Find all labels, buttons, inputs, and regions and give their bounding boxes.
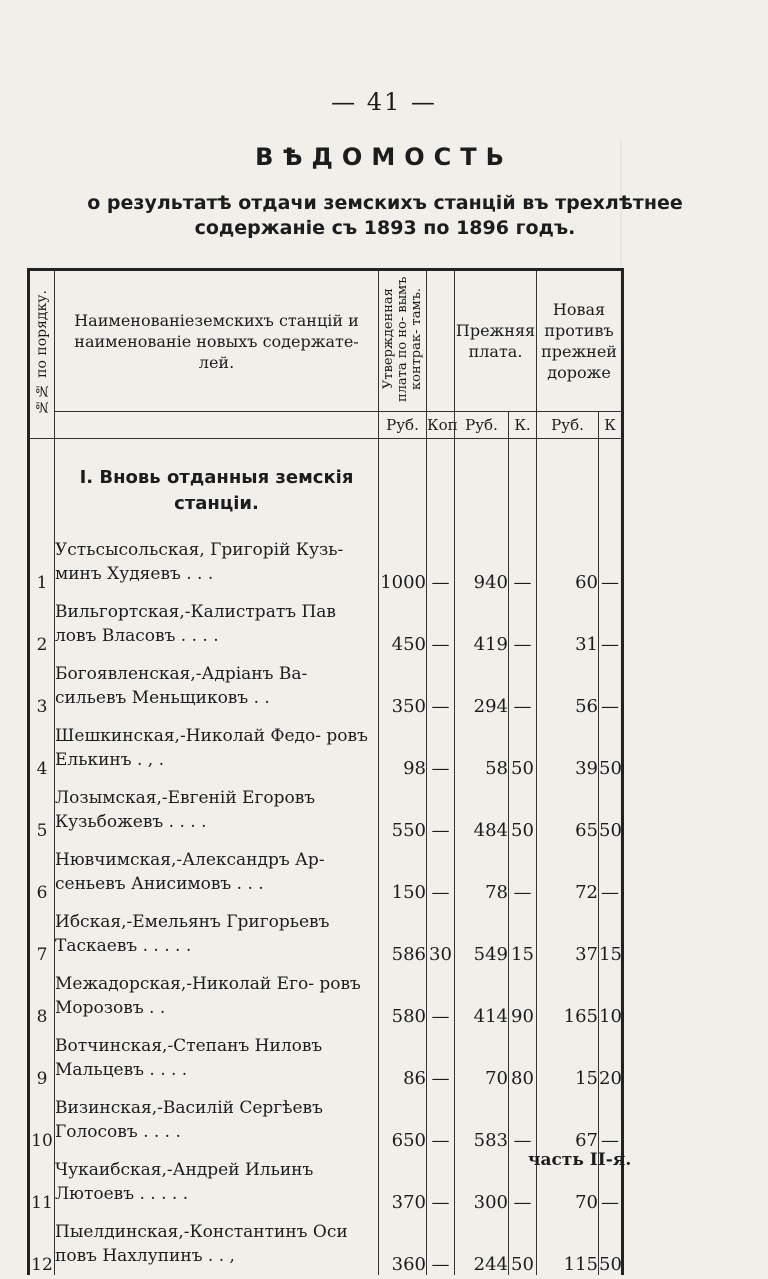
station-and-keeper: Вотчинская,-Степанъ Ниловъ Мальцевъ . . . . <box>55 1027 379 1089</box>
header-name <box>55 270 379 412</box>
approved-kopecks: — <box>427 1213 455 1275</box>
approved-rubles: 586 <box>379 903 427 965</box>
previous-rubles: 78 <box>455 841 509 903</box>
approved-kopecks: — <box>427 593 455 655</box>
row-number: 8 <box>29 965 55 1027</box>
approved-rubles: 1000 <box>379 531 427 593</box>
table-row <box>29 1213 623 1275</box>
row-number: 1 <box>29 531 55 593</box>
approved-rubles: 98 <box>379 717 427 779</box>
increase-rubles: 31 <box>537 593 599 655</box>
header-new <box>537 270 623 412</box>
increase-rubles: 67 <box>537 1089 599 1151</box>
previous-kopecks: — <box>509 1089 537 1151</box>
previous-rubles: 300 <box>455 1151 509 1213</box>
units-name-blank <box>55 412 379 439</box>
increase-kopecks: — <box>601 882 620 903</box>
previous-rubles: 58 <box>455 717 509 779</box>
increase-rubles: 72 <box>537 841 599 903</box>
table-row <box>29 593 623 655</box>
document-title: ВѢДОМОСТЬ <box>255 143 513 171</box>
row-number: 2 <box>29 593 55 655</box>
approved-rubles: 150 <box>379 841 427 903</box>
previous-rubles: 583 <box>455 1089 509 1151</box>
station-and-keeper: Вильгортская,-Калистратъ Пав ловъ Власовъ . . . . <box>55 593 379 655</box>
approved-kopecks: 30 <box>427 903 455 965</box>
increase-rubles: 39 <box>537 717 599 779</box>
section-row <box>29 439 623 532</box>
previous-kopecks: — <box>509 593 537 655</box>
section-title: I. Вновь отданныя земскія станціи. <box>55 439 379 532</box>
approved-kopecks: — <box>427 717 455 779</box>
station-and-keeper: Межадорская,-Николай Его- ровъ Морозовъ . . <box>55 965 379 1027</box>
row-number: 12 <box>29 1213 55 1275</box>
increase-rubles: 15 <box>537 1027 599 1089</box>
page-number: — 41 — <box>331 88 437 116</box>
previous-kopecks: 50 <box>509 1213 537 1275</box>
previous-rubles: 414 <box>455 965 509 1027</box>
increase-kopecks: 20 <box>599 1068 622 1089</box>
unit-new-kop: К <box>599 412 623 439</box>
row-number: 6 <box>29 841 55 903</box>
row-number: 10 <box>29 1089 55 1151</box>
row-number: 11 <box>29 1151 55 1213</box>
increase-kopecks: — <box>601 1130 620 1151</box>
unit-new-rub: Руб. <box>537 412 599 439</box>
station-and-keeper: Шешкинская,-Николай Федо- ровъ Елькинъ . , . <box>55 717 379 779</box>
header-number-label: №№ по порядку. <box>34 290 50 415</box>
header-approved-label: Утвержденная плата по но- вымъ контрак- тамъ. <box>380 276 424 402</box>
row-number: 3 <box>29 655 55 717</box>
previous-kopecks: — <box>509 841 537 903</box>
header-approved-kop <box>427 270 455 412</box>
approved-kopecks: — <box>427 655 455 717</box>
table-row <box>29 903 623 965</box>
previous-kopecks: — <box>509 655 537 717</box>
increase-rubles: 115 <box>537 1213 599 1275</box>
header-previous-label: Прежняя плата. <box>455 321 536 361</box>
approved-rubles: 370 <box>379 1151 427 1213</box>
increase-kopecks: 15 <box>599 944 622 965</box>
station-and-keeper: Визинская,-Василій Сергѣевъ Голосовъ . . . . <box>55 1089 379 1151</box>
document-subtitle: о результатѣ отдачи земскихъ станцій въ трехлѣтнее содержаніе съ 1893 по 1896 годъ. <box>87 192 683 239</box>
increase-rubles: 165 <box>537 965 599 1027</box>
station-and-keeper: Устьсысольская, Григорій Кузь- минъ Худяевъ . . . <box>55 531 379 593</box>
station-and-keeper: Пыелдинская,-Константинъ Оси повъ Нахлупинъ . . , <box>55 1213 379 1275</box>
table-row <box>29 655 623 717</box>
approved-kopecks: — <box>427 965 455 1027</box>
increase-kopecks: 50 <box>599 820 622 841</box>
table-row <box>29 1027 623 1089</box>
previous-rubles: 549 <box>455 903 509 965</box>
units-row <box>29 412 623 439</box>
previous-rubles: 70 <box>455 1027 509 1089</box>
previous-kopecks: 80 <box>509 1027 537 1089</box>
previous-rubles: 419 <box>455 593 509 655</box>
unit-approved-kop: Коп <box>427 412 455 439</box>
increase-kopecks: — <box>601 634 620 655</box>
footer-signature: часть II-я. <box>528 1150 632 1170</box>
station-and-keeper: Ибская,-Емельянъ Григорьевъ Таскаевъ . . . . . <box>55 903 379 965</box>
header-row <box>29 270 623 412</box>
previous-kopecks: 15 <box>509 903 537 965</box>
row-number: 4 <box>29 717 55 779</box>
increase-rubles: 60 <box>537 531 599 593</box>
increase-rubles: 37 <box>537 903 599 965</box>
increase-kopecks: — <box>601 572 620 593</box>
previous-kopecks: — <box>509 1151 537 1213</box>
approved-kopecks: — <box>427 1089 455 1151</box>
row-number: 5 <box>29 779 55 841</box>
approved-rubles: 86 <box>379 1027 427 1089</box>
table-row <box>29 965 623 1027</box>
bleed-through <box>620 140 762 1120</box>
table-row <box>29 779 623 841</box>
previous-rubles: 294 <box>455 655 509 717</box>
approved-rubles: 580 <box>379 965 427 1027</box>
previous-rubles: 484 <box>455 779 509 841</box>
increase-rubles: 65 <box>537 779 599 841</box>
header-approved-rub <box>379 270 427 412</box>
previous-kopecks: 50 <box>509 779 537 841</box>
approved-kopecks: — <box>427 1027 455 1089</box>
previous-kopecks: 90 <box>509 965 537 1027</box>
row-number: 7 <box>29 903 55 965</box>
unit-approved-rub: Руб. <box>379 412 427 439</box>
header-new-label: Новая противъ прежней дороже <box>541 300 617 382</box>
approved-kopecks: — <box>427 531 455 593</box>
table-row <box>29 841 623 903</box>
increase-kopecks: 10 <box>599 1006 622 1027</box>
approved-rubles: 550 <box>379 779 427 841</box>
unit-previous-rub: Руб. <box>455 412 509 439</box>
station-and-keeper: Лозымская,-Евгеній Егоровъ Кузьбожевъ . . . . <box>55 779 379 841</box>
stations-table <box>27 268 624 1275</box>
approved-rubles: 360 <box>379 1213 427 1275</box>
approved-rubles: 650 <box>379 1089 427 1151</box>
increase-kopecks: — <box>601 696 620 717</box>
row-number: 9 <box>29 1027 55 1089</box>
unit-previous-kop: К. <box>509 412 537 439</box>
increase-kopecks: 50 <box>599 758 622 779</box>
previous-rubles: 244 <box>455 1213 509 1275</box>
increase-kopecks: — <box>601 1192 620 1213</box>
approved-kopecks: — <box>427 779 455 841</box>
table-row <box>29 531 623 593</box>
table-row <box>29 717 623 779</box>
increase-rubles: 56 <box>537 655 599 717</box>
previous-kopecks: — <box>509 531 537 593</box>
approved-kopecks: — <box>427 841 455 903</box>
header-number <box>29 270 55 439</box>
table-row <box>29 1089 623 1151</box>
increase-rubles: 70 <box>537 1151 599 1213</box>
header-previous <box>455 270 537 412</box>
increase-kopecks: 50 <box>599 1254 622 1275</box>
header-name-label: Наименованіеземскихъ станцій и наименованіе новыхъ содержате- лей. <box>74 310 359 372</box>
approved-rubles: 350 <box>379 655 427 717</box>
previous-kopecks: 50 <box>509 717 537 779</box>
station-and-keeper: Нювчимская,-Александръ Ар- сеньевъ Анисимовъ . . . <box>55 841 379 903</box>
approved-rubles: 450 <box>379 593 427 655</box>
station-and-keeper: Чукаибская,-Андрей Ильинъ Лютоевъ . . . . . <box>55 1151 379 1213</box>
approved-kopecks: — <box>427 1151 455 1213</box>
previous-rubles: 940 <box>455 531 509 593</box>
station-and-keeper: Богоявленская,-Адріанъ Ва- сильевъ Меньщиковъ . . <box>55 655 379 717</box>
